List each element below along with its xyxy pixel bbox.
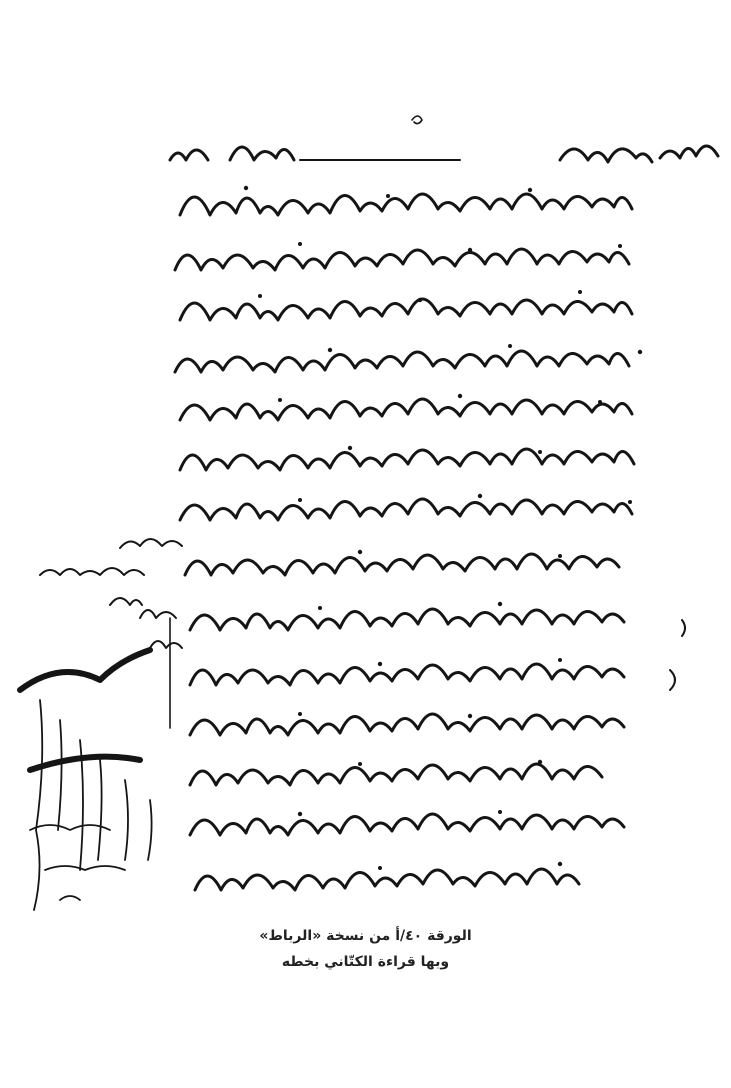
caption-folio-reference: الورقة ٤٠/أ من نسخة «الرباط» (259, 928, 472, 944)
caption-reading-note: وبها قراءة الكتّاني بخطه (281, 954, 450, 970)
